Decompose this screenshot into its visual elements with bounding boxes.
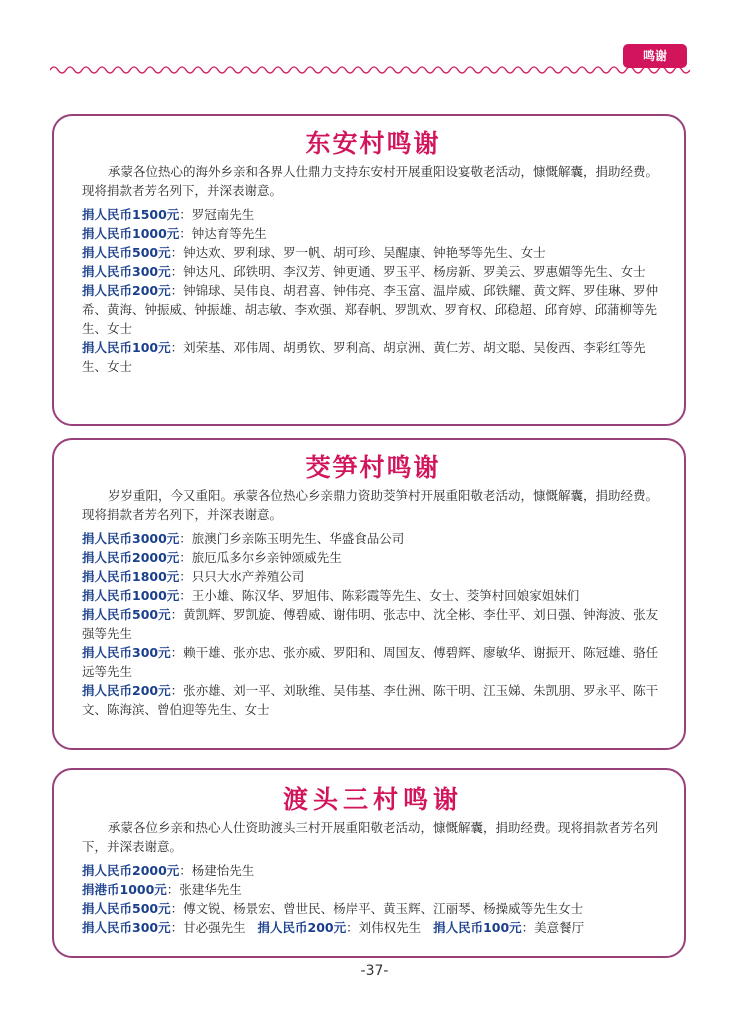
donation-row <box>82 586 664 605</box>
donor-names: ：杨建怡先生 <box>179 863 255 878</box>
donation-amount-label: 捐人民币500元 <box>82 901 171 916</box>
donation-row <box>82 899 664 918</box>
donor-names: ：美意餐厅 <box>521 920 585 935</box>
donor-names: ：钟达育等先生 <box>179 226 267 241</box>
donor-names: ：赖干雄、张亦忠、张亦威、罗阳和、周国友、傅碧辉、廖敏华、谢振开、陈冠雄、骆任远等先生 <box>82 645 659 679</box>
header-section-tab: 鸣谢 <box>623 44 687 68</box>
header-wave-divider <box>50 64 690 76</box>
section-title: 茭笋村鸣谢 <box>305 453 441 482</box>
donation-section-dutou-san <box>52 768 686 958</box>
section-intro: 承蒙各位乡亲和热心人仕资助渡头三村开展重阳敬老活动，慷慨解囊，捐助经费。现将捐款者芳名列下，并深表谢意。 <box>82 820 659 854</box>
donation-amount-label: 捐人民币1000元 <box>82 226 180 241</box>
donor-names: ：甘必强先生 <box>170 920 246 935</box>
donor-names: ：罗冠南先生 <box>179 207 255 222</box>
page-number: -37- <box>360 963 389 979</box>
donation-amount-label: 捐人民币300元 <box>82 645 171 660</box>
donation-row <box>82 643 664 681</box>
donor-names: ：钟达欢、罗利球、罗一帆、胡可珍、吴醒康、钟艳琴等先生、女士 <box>170 245 546 260</box>
donation-amount-label: 捐人民币200元 <box>82 283 171 298</box>
donation-amount-label: 捐人民币500元 <box>82 245 171 260</box>
donation-amount-label: 捐人民币500元 <box>82 607 171 622</box>
donation-amount-label: 捐人民币1800元 <box>82 569 180 584</box>
donation-row-combined <box>82 918 664 937</box>
donor-names: ：只只大水产养殖公司 <box>179 569 305 584</box>
donation-amount-label: 捐人民币200元 <box>82 683 171 698</box>
donor-names: ：傅文锐、杨景宏、曾世民、杨岸平、黄玉辉、江丽琴、杨操威等先生女士 <box>170 901 584 916</box>
section-intro: 承蒙各位热心的海外乡亲和各界人仕鼎力支持东安村开展重阳设宴敬老活动，慷慨解囊，捐助经费。现将捐款者芳名列下，并深表谢意。 <box>82 164 659 198</box>
donor-names: ：张亦雄、刘一平、刘耿维、吴伟基、李仕洲、陈干明、江玉娣、朱凯朋、罗永平、陈干文、陈海滨、曾伯迎等先生、女士 <box>82 683 659 717</box>
donor-names: ：张建华先生 <box>166 882 242 897</box>
donor-names: ：旅厄瓜多尔乡亲钟颂威先生 <box>179 550 342 565</box>
donation-amount-label: 捐人民币2000元 <box>82 550 180 565</box>
donation-amount-label: 捐人民币1000元 <box>82 588 180 603</box>
donation-amount-label: 捐港币1000元 <box>82 882 167 897</box>
donation-section-dongan <box>52 114 686 426</box>
donor-names: ：旅澳门乡亲陈玉明先生、华盛食品公司 <box>179 531 405 546</box>
donation-section-jiaosun <box>52 438 686 750</box>
donation-row <box>82 605 664 643</box>
donation-amount-label: 捐人民币100元 <box>82 340 171 355</box>
donation-amount-label: 捐人民币200元 <box>257 920 347 935</box>
donation-amount-label: 捐人民币300元 <box>82 264 171 279</box>
donation-amount-label: 捐人民币1500元 <box>82 207 180 222</box>
donation-amount-label: 捐人民币100元 <box>433 920 522 935</box>
donation-row <box>82 529 664 548</box>
donation-row <box>82 880 664 899</box>
donor-names: ：刘荣基、邓伟周、胡勇钦、罗利高、胡京洲、黄仁芳、胡文聪、吴俊西、李彩红等先生、女士 <box>82 340 646 374</box>
donor-names: ：刘伟权先生 <box>346 920 422 935</box>
donor-names: ：黄凯辉、罗凯旋、傅碧威、谢伟明、张志中、沈全彬、李仕平、刘日强、钟海波、张友强等先生 <box>82 607 659 641</box>
donation-amount-label: 捐人民币2000元 <box>82 863 180 878</box>
donation-amount-label: 捐人民币300元 <box>82 920 171 935</box>
donation-row <box>82 243 664 262</box>
section-title: 渡头三村鸣谢 <box>282 785 463 814</box>
donation-row <box>82 338 664 376</box>
donation-row <box>82 567 664 586</box>
section-intro: 岁岁重阳，今又重阳。承蒙各位热心乡亲鼎力资助茭笋村开展重阳敬老活动，慷慨解囊，捐助经费。现将捐款者芳名列下，并深表谢意。 <box>82 488 659 522</box>
donor-names: ：钟锦球、吴伟良、胡君喜、钟伟亮、李玉富、温岸威、邱铁耀、黄文辉、罗佳琳、罗仲希、黄海、钟振威、钟振雄、胡志敏、李欢强、郑春帆、罗凯欢、罗育权、邱稳超、邱育婷、邱蒲柳等先生、女士 <box>82 283 659 336</box>
donation-row <box>82 548 664 567</box>
donation-row <box>82 861 664 880</box>
donation-row <box>82 224 664 243</box>
donation-row <box>82 681 664 719</box>
donation-row <box>82 205 664 224</box>
donor-names: ：王小雄、陈汉华、罗旭伟、陈彩霞等先生、女士、茭笋村回娘家姐妹们 <box>179 588 580 603</box>
donor-names: ：钟达凡、邱铁明、李汉芳、钟更通、罗玉平、杨房新、罗美云、罗惠媚等先生、女士 <box>170 264 646 279</box>
donation-amount-label: 捐人民币3000元 <box>82 531 180 546</box>
section-title: 东安村鸣谢 <box>305 129 441 158</box>
donation-row <box>82 281 664 338</box>
donation-row <box>82 262 664 281</box>
